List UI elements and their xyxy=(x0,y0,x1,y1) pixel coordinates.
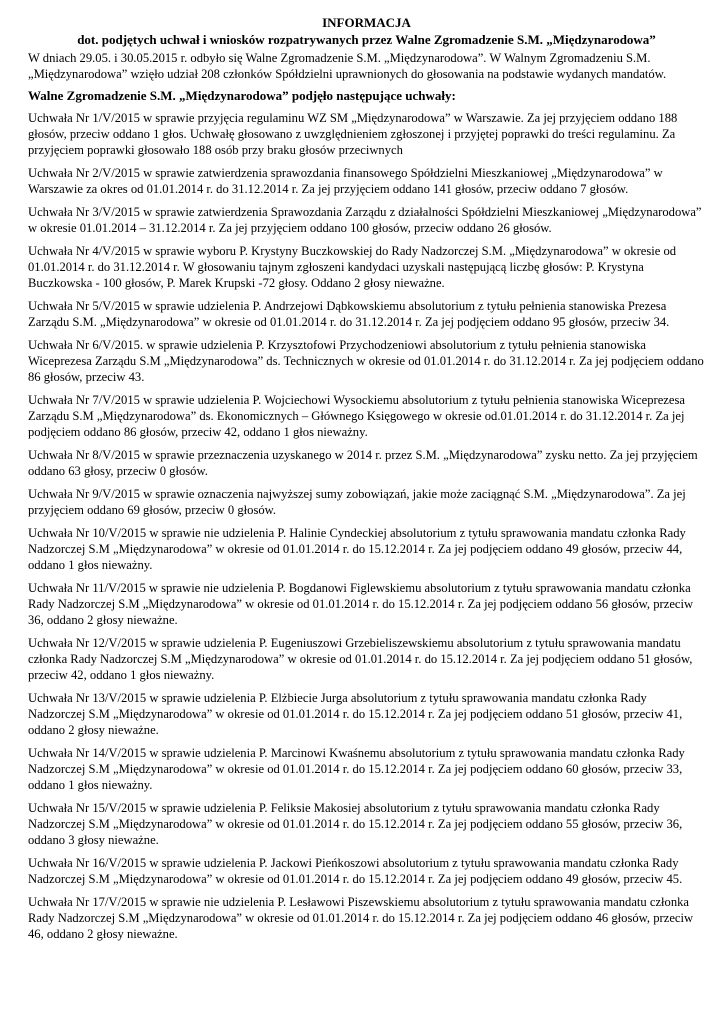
resolution-15: Uchwała Nr 15/V/2015 w sprawie udzielenia P. Feliksie Makosiej absolutorium z tytułu sprawowania mandatu członka Rady Nadzorczej S.M „Międzynarodowa” w okresie od 01.01.2014 r. do 15.12.2014 r. Za jej podjęciem oddano 55 głosów, przeciw 36, oddano 3 głosy nieważne. xyxy=(28,801,683,847)
resolution-2: Uchwała Nr 2/V/2015 w sprawie zatwierdzenia sprawozdania finansowego Spółdzielni Mieszkaniowej „Międzynarodowa” w Warszawie za okres od 01.01.2014 r. do 31.12.2014 r. Za jej przyjęciem oddano 141 głosów, przeciw oddano 7 głosów. xyxy=(28,166,663,196)
resolution-13: Uchwała Nr 13/V/2015 w sprawie udzielenia P. Elżbiecie Jurga absolutorium z tytułu sprawowania mandatu członka Rady Nadzorczej S.M „Międzynarodowa” w okresie od 01.01.2014 r. do 15.12.2014 r. Za jej podjęciem oddano 51 głosów, przeciw 41, oddano 2 głosy nieważne. xyxy=(28,691,683,737)
resolution-1: Uchwała Nr 1/V/2015 w sprawie przyjęcia regulaminu WZ SM „Międzynarodowa” w Warszawie. Za jej przyjęciem oddano 188 głosów, przeciw oddano 1 głos. Uchwałę głosowano z uwzględnieniem zgłoszonej i przyjętej poprawki do treści regulaminu. Za przyjęciem poprawki głosowało 188 osób przy braku głosów przeciwnych xyxy=(28,111,678,157)
resolution-6: Uchwała Nr 6/V/2015. w sprawie udzielenia P. Krzysztofowi Przychodzeniowi absolutorium z tytułu pełnienia stanowiska Wiceprezesa Zarządu S.M „Międzynarodowa” ds. Technicznych w okresie od 01.01.2014 r. do 31.12.2014 r. Za jej podjęciem oddano 86 głosów, przeciw 43. xyxy=(28,338,704,384)
resolution-11: Uchwała Nr 11/V/2015 w sprawie nie udzielenia P. Bogdanowi Figlewskiemu absolutorium z tytułu sprawowania mandatu członka Rady Nadzorczej S.M „Międzynarodowa” w okresie od 01.01.2014 r. do 15.12.2014 r. Za jej podjęciem oddano 56 głosów, przeciw 36, oddano 2 głosy nieważne. xyxy=(28,581,694,627)
resolution-5: Uchwała Nr 5/V/2015 w sprawie udzielenia P. Andrzejowi Dąbkowskiemu absolutorium z tytułu pełnienia stanowiska Prezesa Zarządu S.M. „Międzynarodowa” w okresie od 01.01.2014 r. do 31.12.2014 r. Za jej podjęciem oddano 95 głosów, przeciw 34. xyxy=(28,299,670,329)
section-heading: Walne Zgromadzenie S.M. „Międzynarodowa” podjęło następujące uchwały: xyxy=(28,88,456,103)
resolution-17: Uchwała Nr 17/V/2015 w sprawie nie udzielenia P. Lesławowi Piszewskiemu absolutorium z tytułu sprawowania mandatu członka Rady Nadzorczej S.M „Międzynarodowa” w okresie od 01.01.2014 r. do 15.12.2014 r. Za jej podjęciem oddano 46 głosów, przeciw 46, oddano 2 głosy nieważne. xyxy=(28,895,694,941)
resolution-7: Uchwała Nr 7/V/2015 w sprawie udzielenia P. Wojciechowi Wysockiemu absolutorium z tytułu pełnienia stanowiska Wiceprezesa Zarządu S.M „Międzynarodowa” ds. Ekonomicznych – Głównego Księgowego w okresie od.01.01.2014 r. do 31.12.2014 r. Za jej podjęciem oddano 86 głosów, przeciw 42, oddano 1 głos nieważny. xyxy=(28,393,685,439)
resolution-16: Uchwała Nr 16/V/2015 w sprawie udzielenia P. Jackowi Pieńkoszowi absolutorium z tytułu sprawowania mandatu członka Rady Nadzorczej S.M „Międzynarodowa” w okresie od 01.01.2014 r. do 15.12.2014 r. Za jej podjęciem oddano 49 głosów, przeciw 45. xyxy=(28,856,683,886)
intro-paragraph: W dniach 29.05. i 30.05.2015 r. odbyło się Walne Zgromadzenie S.M. „Międzynarodowa”. W Walnym Zgromadzeniu S.M. „Międzynarodowa” wzięło udział 208 członków Spółdzielni uprawnionych do głosowania na podstawie wydanych mandatów. xyxy=(28,51,667,81)
resolution-4: Uchwała Nr 4/V/2015 w sprawie wyboru P. Krystyny Buczkowskiej do Rady Nadzorczej S.M. „Międzynarodowa” w okresie od 01.01.2014 r. do 31.12.2014 r. W głosowaniu tajnym zgłoszeni kandydaci uzyskali następującą liczbę głosów: P. Krystyna Buczkowska - 100 głosów, P. Marek Krupski -72 głosy. Oddano 2 głosy nieważne. xyxy=(28,244,677,290)
resolution-8: Uchwała Nr 8/V/2015 w sprawie przeznaczenia uzyskanego w 2014 r. przez S.M. „Międzynarodowa” zysku netto. Za jej przyjęciem oddano 63 głosy, przeciw 0 głosów. xyxy=(28,448,698,478)
resolution-9: Uchwała Nr 9/V/2015 w sprawie oznaczenia najwyższej sumy zobowiązań, jakie może zaciągnąć S.M. „Międzynarodowa”. Za jej przyjęciem oddano 69 głosów, przeciw 0 głosów. xyxy=(28,487,686,517)
document-title: INFORMACJA xyxy=(322,15,411,30)
resolution-14: Uchwała Nr 14/V/2015 w sprawie udzielenia P. Marcinowi Kwaśnemu absolutorium z tytułu sprawowania mandatu członka Rady Nadzorczej S.M „Międzynarodowa” w okresie od 01.01.2014 r. do 15.12.2014 r. Za jej podjęciem oddano 60 głosów, przeciw 33, oddano 1 głos nieważny. xyxy=(28,746,685,792)
resolution-12: Uchwała Nr 12/V/2015 w sprawie udzielenia P. Eugeniuszowi Grzebieliszewskiemu absolutorium z tytułu sprawowania mandatu członka Rady Nadzorczej S.M „Międzynarodowa” w okresie od 01.01.2014 r. do 15.12.2014 r. Za jej podjęciem oddano 51 głosów, przeciw 42, oddano 1 głos nieważny. xyxy=(28,636,693,682)
resolution-3: Uchwała Nr 3/V/2015 w sprawie zatwierdzenia Sprawozdania Zarządu z działalności Spółdzielni Mieszkaniowej „Międzynarodowa” w okresie 01.01.2014 – 31.12.2014 r. Za jej przyjęciem oddano 100 głosów, przeciw oddano 26 głosów. xyxy=(28,205,702,235)
document-subtitle: dot. podjętych uchwał i wniosków rozpatrywanych przez Walne Zgromadzenie S.M. „Międzynarodowa” xyxy=(77,32,656,47)
resolution-10: Uchwała Nr 10/V/2015 w sprawie nie udzielenia P. Halinie Cyndeckiej absolutorium z tytułu sprawowania mandatu członka Rady Nadzorczej S.M „Międzynarodowa” w okresie od 01.01.2014 r. do 15.12.2014 r. Za jej podjęciem oddano 49 głosów, przeciw 44, oddano 1 głos nieważny. xyxy=(28,526,686,572)
